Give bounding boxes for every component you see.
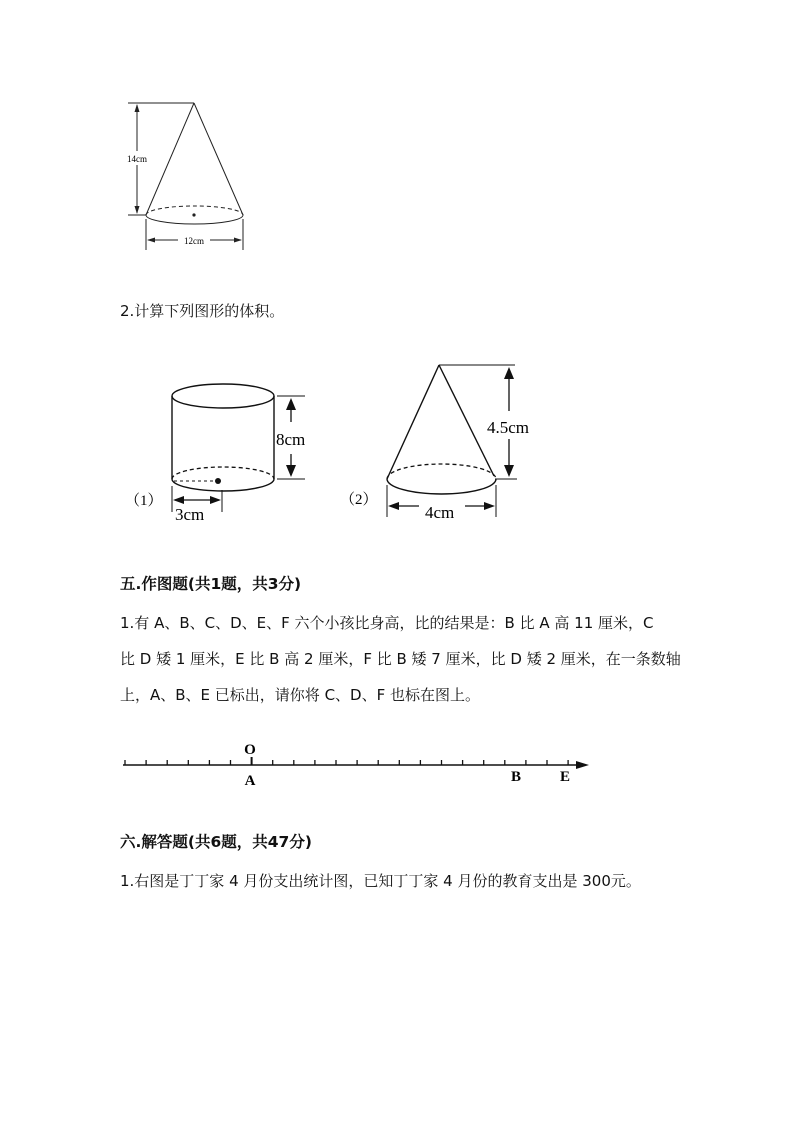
point-b-label: B [510, 769, 522, 785]
question-2-prompt: 2.计算下列图形的体积。 [120, 302, 285, 320]
arrow-up-icon [135, 104, 140, 112]
arrow-up-icon [286, 398, 296, 410]
origin-label: O [244, 742, 256, 758]
section-5-heading: 五.作图题(共1题，共3分) [120, 575, 302, 593]
cylinder-height-label: 8cm [276, 430, 306, 449]
cone-figure-2 [335, 355, 550, 527]
cylinder-center-dot [215, 478, 221, 484]
arrow-down-icon [504, 465, 514, 477]
arrow-left-icon [147, 238, 155, 243]
point-e-label: E [559, 769, 571, 785]
cylinder-radius-label: 3cm [175, 505, 205, 524]
arrow-up-icon [504, 367, 514, 379]
cone-left-edge [146, 103, 194, 215]
arrow-right-icon [234, 238, 242, 243]
arrow-right-icon [576, 761, 589, 769]
number-line-ticks [125, 757, 568, 765]
section-6-q1: 1.右图是丁丁家 4 月份支出统计图，已知丁丁家 4 月份的教育支出是 300元。 [120, 872, 641, 890]
arrow-left-icon [173, 496, 184, 504]
base-center-dot [192, 213, 195, 216]
cone-base-back [387, 464, 496, 479]
cone-right-edge [439, 365, 494, 476]
arrow-down-icon [135, 206, 140, 214]
number-line [115, 735, 600, 795]
cylinder-top-ellipse [172, 384, 274, 408]
cone-index-label: （2） [340, 492, 378, 508]
cone-figure-1 [120, 95, 260, 255]
cone-base-front [387, 479, 496, 494]
section-5-q1-line-3: 上，A、B、E 已标出，请你将 C、D、F 也标在图上。 [120, 686, 480, 704]
cylinder-figure [115, 378, 330, 528]
height-label: 14cm [127, 154, 147, 164]
cone-right-edge [194, 103, 243, 215]
point-a-label: A [244, 773, 256, 789]
arrow-right-icon [210, 496, 221, 504]
section-6-heading: 六.解答题(共6题，共47分) [120, 833, 312, 851]
diameter-label: 12cm [184, 236, 204, 246]
cone-left-edge [387, 365, 439, 479]
arrow-right-icon [484, 502, 495, 510]
section-5-q1-line-1: 1.有 A、B、C、D、E、F 六个小孩比身高，比的结果是：B 比 A 高 11 厘米，C [120, 614, 654, 632]
cone-diameter-label: 4cm [425, 503, 455, 522]
arrow-left-icon [388, 502, 399, 510]
section-5-q1-line-2: 比 D 矮 1 厘米，E 比 B 高 2 厘米，F 比 B 矮 7 厘米，比 D 矮 2 厘米，在一条数轴 [120, 650, 681, 668]
arrow-down-icon [286, 465, 296, 477]
cylinder-index-label: （1） [125, 493, 163, 509]
cylinder-base-back [172, 467, 274, 479]
cone-height-label: 4.5cm [487, 418, 530, 437]
